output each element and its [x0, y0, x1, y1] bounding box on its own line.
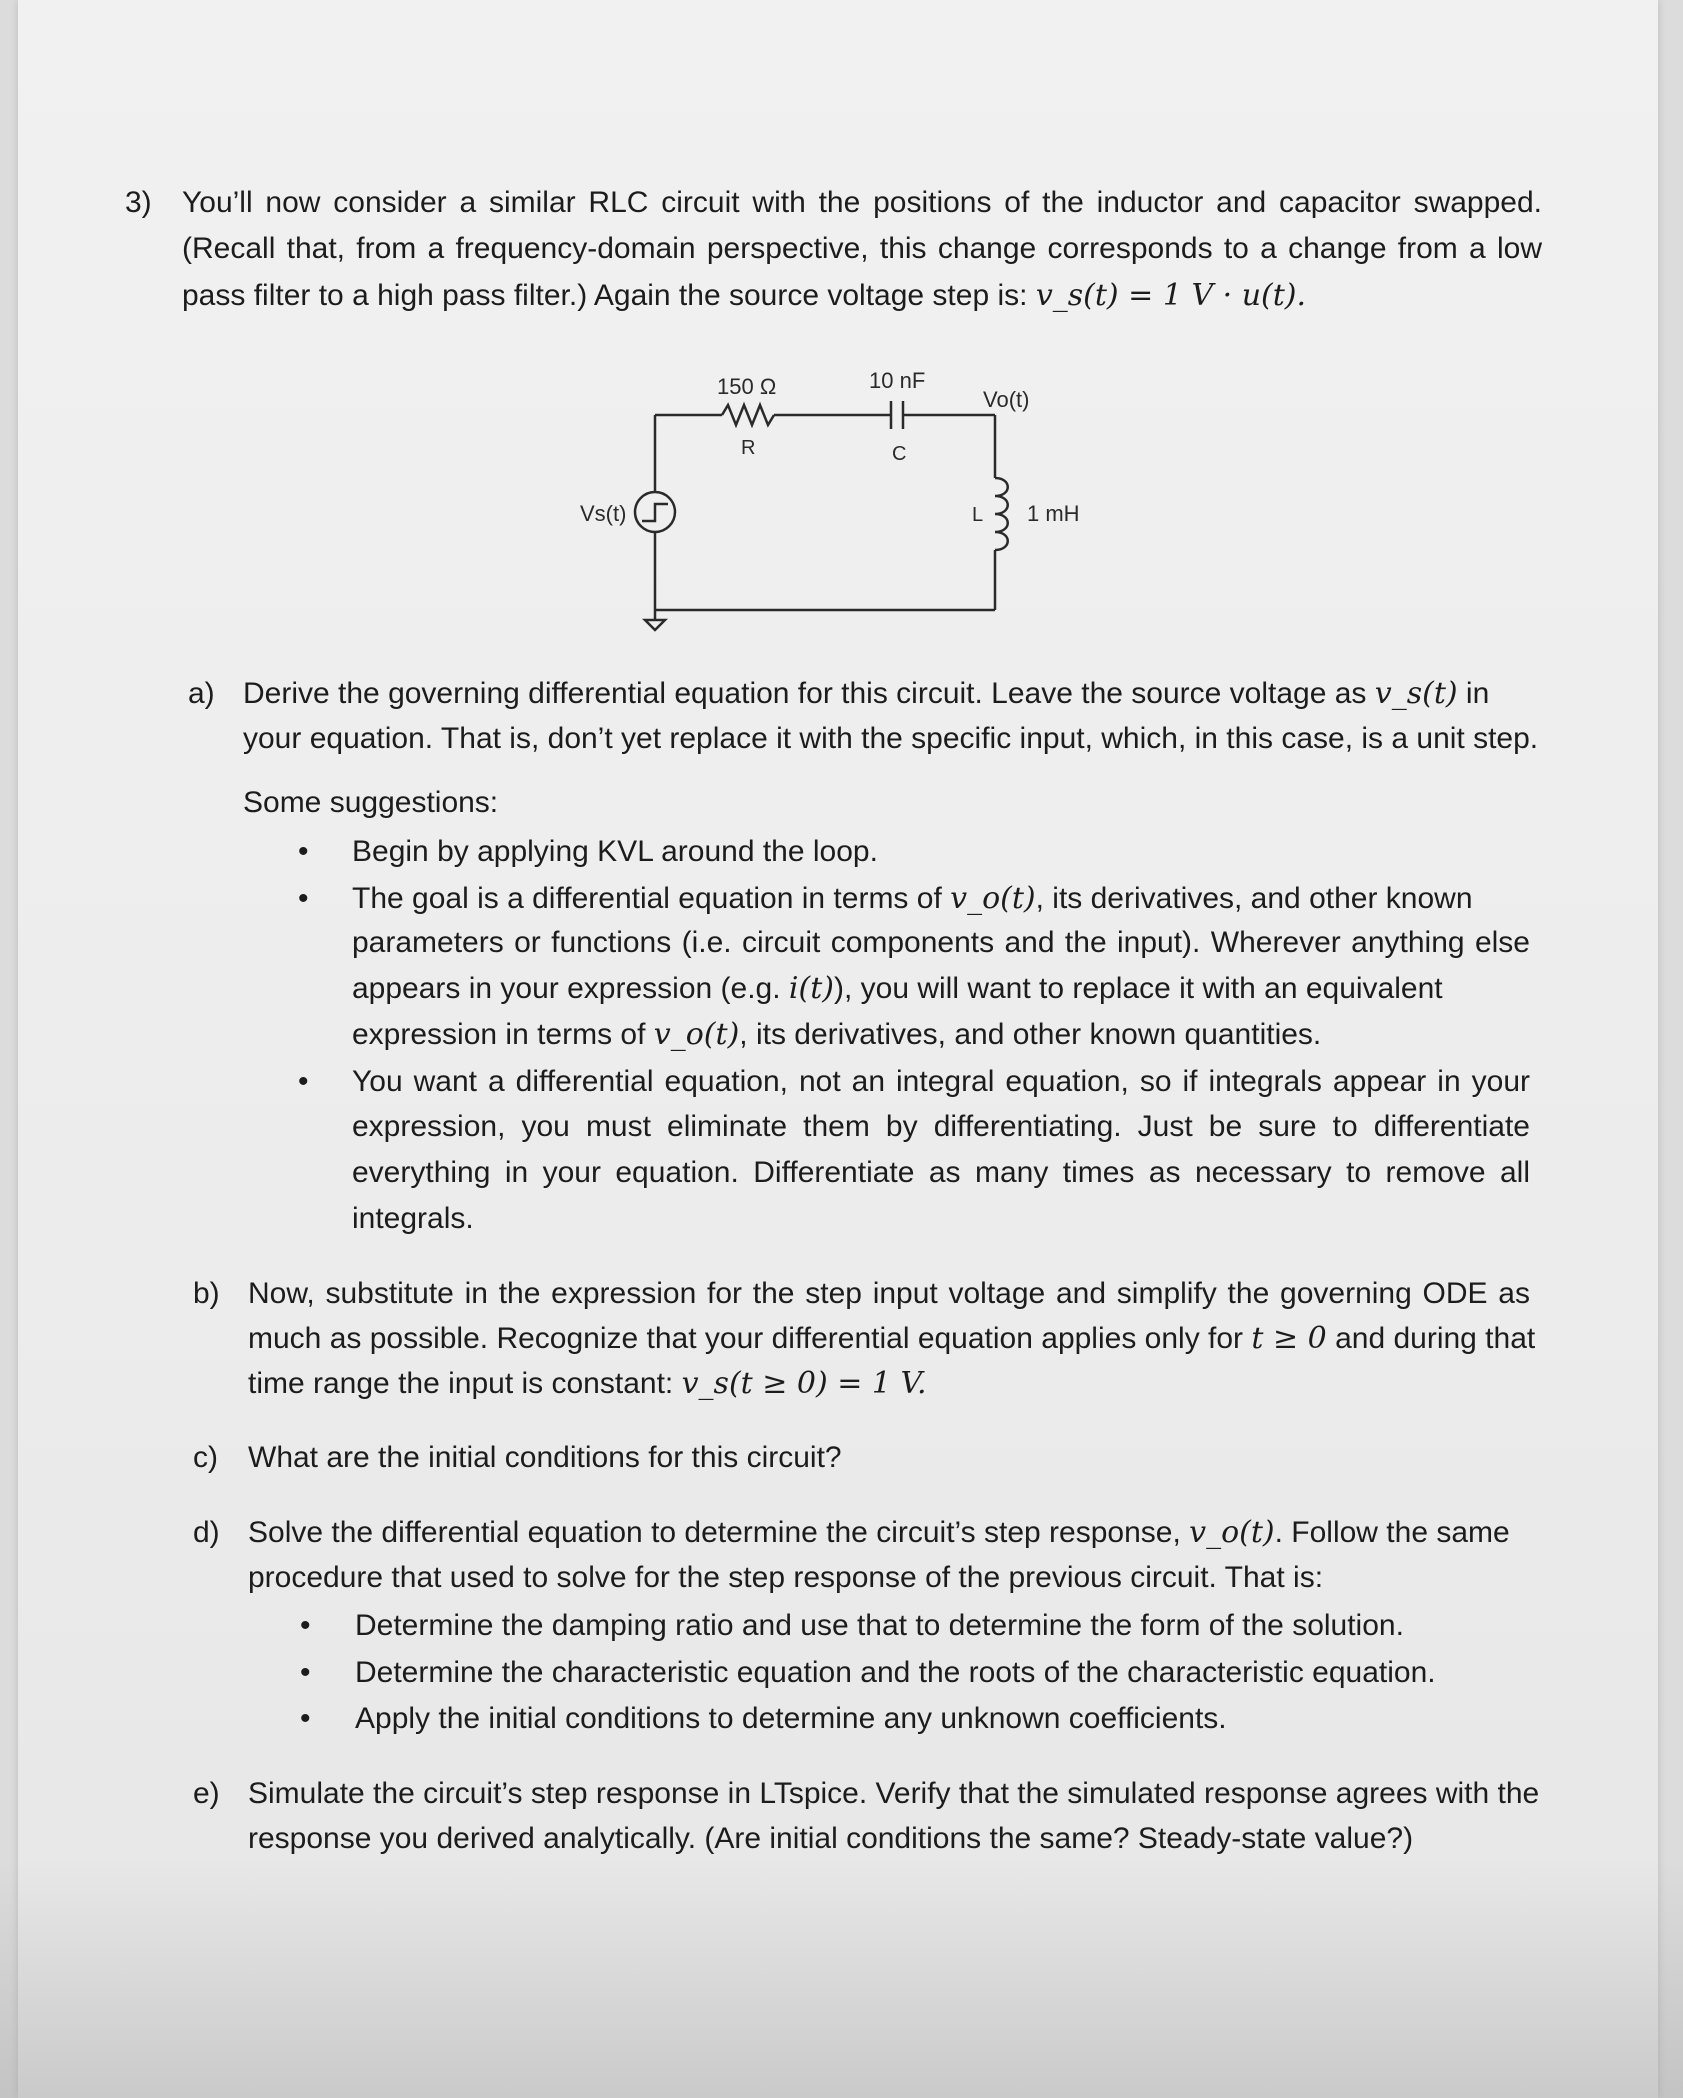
part-b-line-3-text: time range the input is constant:	[248, 1367, 682, 1400]
part-a-bullet-2-line-1	[352, 876, 1473, 922]
part-e-line-2: response you derived analytically. (Are initial conditions the same? Steady-state value?)	[248, 1822, 1414, 1855]
problem-line-3-text: pass filter to a high pass filter.) Again the source voltage step is:	[182, 279, 1036, 312]
problem-line-3	[182, 273, 1306, 319]
resistor-symbol	[722, 405, 774, 425]
inductor-value: 1 mH	[1027, 501, 1080, 526]
inductor-label: L	[972, 504, 984, 526]
part-a-bullet-2-line-3-text: appears in your expression (e.g.	[352, 972, 789, 1005]
page-shadow	[0, 1860, 1683, 2098]
part-a-bullet-2-line-3-tail: ), you will want to replace it with an equivalent	[833, 972, 1443, 1005]
part-a-bullet-2-line-1-math: v_o(t)	[950, 881, 1036, 916]
part-a-bullet-2-line-1-text: The goal is a differential equation in terms of	[352, 882, 951, 915]
part-a-bullet-2-line-4-tail: , its derivatives, and other known quantities.	[739, 1018, 1322, 1051]
part-d-bullet-1: Determine the damping ratio and use that to determine the form of the solution.	[355, 1609, 1404, 1642]
part-b-letter: b)	[193, 1277, 220, 1310]
bullet: •	[298, 1065, 309, 1098]
part-b-line-2-tail: and during that	[1326, 1322, 1536, 1355]
part-a-bullet-2-line-3	[352, 966, 1443, 1012]
part-a-bullet-1: Begin by applying KVL around the loop.	[352, 835, 878, 868]
problem-line-2: (Recall that, from a frequency-domain perspective, this change corresponds to a change from a low	[182, 232, 1542, 265]
part-c-letter: c)	[193, 1441, 218, 1474]
part-a-line-1-math: v_s(t)	[1374, 676, 1458, 711]
output-voltage-label: Vo(t)	[983, 387, 1030, 412]
part-b-line-2-text: much as possible. Recognize that your differential equation applies only for	[248, 1322, 1252, 1355]
part-b-line-3	[248, 1361, 927, 1407]
part-a-bullet-3-line-4: integrals.	[352, 1202, 474, 1235]
source-voltage-label: Vs(t)	[580, 501, 627, 526]
inductor-symbol	[995, 478, 1008, 550]
bullet: •	[298, 835, 309, 868]
part-a-line-1-tail: in	[1457, 677, 1490, 710]
part-a-bullet-2-line-2: parameters or functions (i.e. circuit components and the input). Wherever anything else	[352, 926, 1530, 959]
part-d-line-1-text: Solve the differential equation to determine the circuit’s step response,	[248, 1516, 1190, 1549]
problem-line-3-math: v_s(t) = 1 V · u(t).	[1035, 278, 1307, 313]
part-c-line-1: What are the initial conditions for this circuit?	[248, 1441, 842, 1474]
part-e-line-1: Simulate the circuit’s step response in LTspice. Verify that the simulated response agrees with the	[248, 1777, 1540, 1810]
suggestions-title: Some suggestions:	[243, 786, 499, 819]
rlc-circuit-diagram	[560, 355, 1120, 645]
bullet: •	[300, 1609, 311, 1642]
resistor-value: 150 Ω	[717, 374, 777, 399]
part-d-line-1-math: v_o(t)	[1189, 1515, 1275, 1550]
part-d-bullet-2: Determine the characteristic equation and the roots of the characteristic equation.	[355, 1656, 1436, 1689]
problem-line-1: You’ll now consider a similar RLC circuit with the positions of the inductor and capacitor swapped.	[182, 186, 1542, 219]
part-a-bullet-3-line-1: You want a differential equation, not an integral equation, so if integrals appear in your	[352, 1065, 1530, 1098]
part-a-letter: a)	[188, 677, 215, 710]
part-d-letter: d)	[193, 1516, 220, 1549]
part-d-line-2: procedure that used to solve for the step response of the previous circuit. That is:	[248, 1561, 1324, 1594]
part-a-bullet-2-line-4-text: expression in terms of	[352, 1018, 654, 1051]
bullet: •	[300, 1702, 311, 1735]
part-b-line-1: Now, substitute in the expression for the step input voltage and simplify the governing ODE as	[248, 1277, 1530, 1310]
bullet: •	[298, 882, 309, 915]
part-b-line-2	[248, 1316, 1535, 1362]
part-a-bullet-2-line-3-math: i(t)	[788, 971, 834, 1006]
part-d-line-1	[248, 1510, 1510, 1556]
part-a-bullet-2-line-1-tail: , its derivatives, and other known	[1035, 882, 1473, 915]
part-a-line-1-text: Derive the governing differential equation for this circuit. Leave the source voltage as	[243, 677, 1375, 710]
part-a-bullet-2-line-4	[352, 1012, 1321, 1058]
part-d-line-1-tail: . Follow the same	[1274, 1516, 1510, 1549]
capacitor-value: 10 nF	[869, 368, 926, 393]
part-a-bullet-3-line-2: expression, you must eliminate them by differentiating. Just be sure to differentiate	[352, 1110, 1530, 1143]
part-d-bullet-3: Apply the initial conditions to determine any unknown coefficients.	[355, 1702, 1227, 1735]
part-a-bullet-2-line-4-math: v_o(t)	[653, 1017, 740, 1052]
bullet: •	[300, 1656, 311, 1689]
problem-number: 3)	[125, 186, 152, 219]
part-b-line-3-math: v_s(t ≥ 0) = 1 V.	[681, 1366, 927, 1401]
part-e-letter: e)	[193, 1777, 220, 1810]
part-a-line-2: your equation. That is, don’t yet replace it with the specific input, which, in this case, is a unit step.	[243, 722, 1539, 755]
part-b-line-2-math: t ≥ 0	[1251, 1321, 1327, 1356]
capacitor-label: C	[892, 443, 907, 465]
part-a-line-1	[243, 671, 1489, 717]
ground-symbol	[645, 620, 665, 630]
part-a-bullet-3-line-3: everything in your equation. Differentiate as many times as necessary to remove all	[352, 1156, 1530, 1189]
resistor-label: R	[741, 437, 756, 459]
